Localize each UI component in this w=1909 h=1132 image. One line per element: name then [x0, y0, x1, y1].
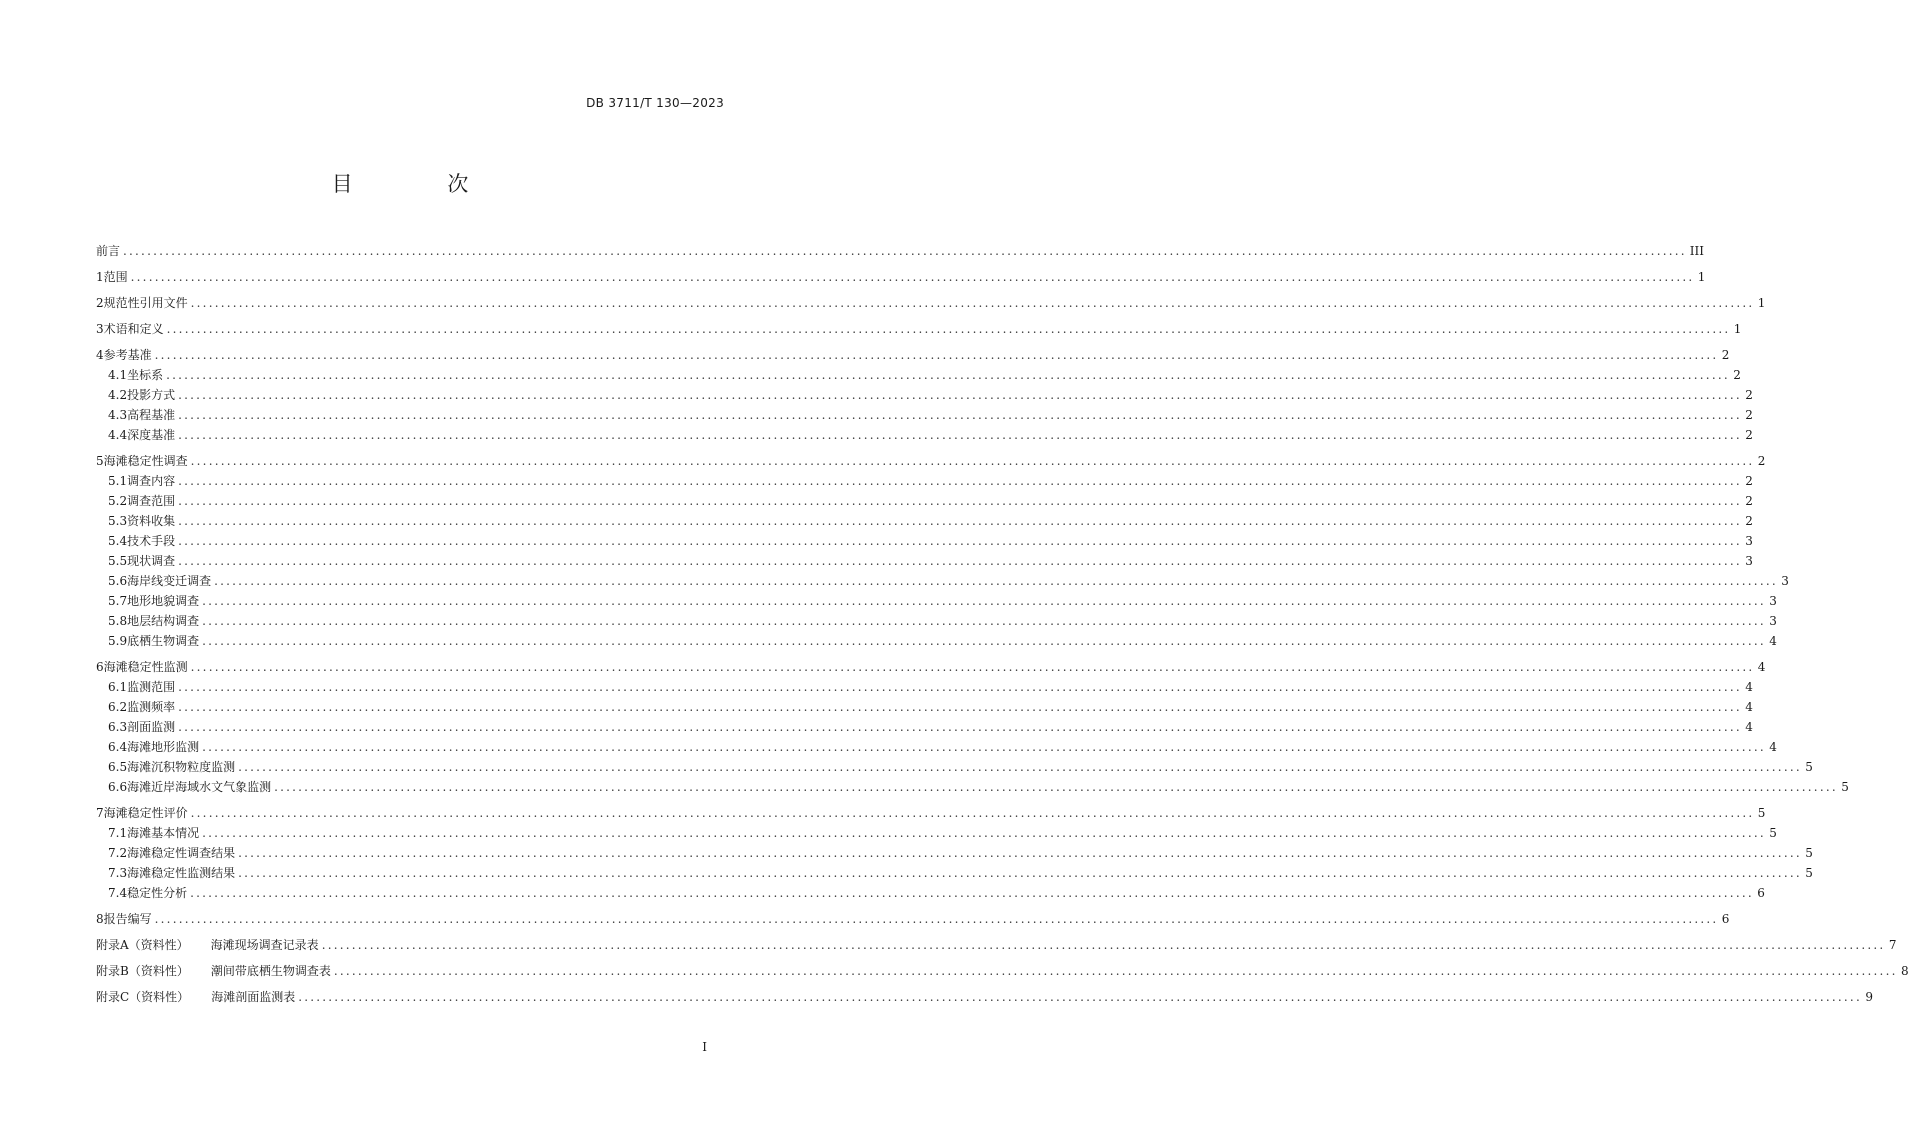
toc-dot-leader: ....................................................................................................................................................................................................................................................................	[130, 270, 1695, 284]
toc-dot-leader: ....................................................................................................................................................................................................................................................................	[238, 846, 1802, 860]
toc-entry-title: 资料收集	[127, 514, 176, 528]
toc-dot-leader: ....................................................................................................................................................................................................................................................................	[123, 244, 1687, 258]
toc-entry-number: 5	[96, 454, 104, 468]
toc-dot-leader: ....................................................................................................................................................................................................................................................................	[178, 720, 1742, 734]
toc-entry-number: 7	[96, 806, 104, 820]
toc-dot-leader: ....................................................................................................................................................................................................................................................................	[190, 454, 1755, 468]
toc-page-number: 1	[1733, 322, 1742, 336]
toc-page-number: 7	[1888, 938, 1897, 952]
toc-page-number: 4	[1769, 634, 1777, 648]
toc-page-number: 8	[1900, 964, 1909, 978]
toc-entry[interactable]	[96, 472, 1753, 492]
toc-dot-leader: ....................................................................................................................................................................................................................................................................	[178, 680, 1742, 694]
toc-entry-title: 地层结构调查	[127, 614, 200, 628]
toc-dot-leader: ....................................................................................................................................................................................................................................................................	[166, 322, 1731, 336]
toc-dot-leader: ....................................................................................................................................................................................................................................................................	[178, 494, 1742, 508]
footer-page-number: I	[702, 1040, 707, 1054]
toc-page-number: 2	[1733, 368, 1741, 382]
toc-dot-leader: ....................................................................................................................................................................................................................................................................	[321, 938, 1886, 952]
table-of-contents	[96, 242, 1909, 1008]
toc-appendix-entry[interactable]	[96, 988, 1873, 1008]
toc-entry[interactable]	[96, 366, 1741, 386]
toc-entry-title: 前言	[96, 244, 121, 258]
toc-entry-number: 4.1	[108, 368, 128, 382]
toc-dot-leader: ....................................................................................................................................................................................................................................................................	[178, 388, 1742, 402]
toc-entry-title: 地形地貌调查	[127, 594, 200, 608]
toc-entry-title: 海岸线变迁调查	[127, 574, 212, 588]
toc-entry-number: 5.6	[108, 574, 128, 588]
toc-entry[interactable]	[96, 910, 1730, 930]
toc-entry-title: 监测范围	[127, 680, 176, 694]
toc-page-number: 4	[1757, 660, 1766, 674]
toc-entry-number: 6.5	[108, 760, 128, 774]
toc-dot-leader: ....................................................................................................................................................................................................................................................................	[202, 594, 1766, 608]
toc-appendix-label: 附录B（资料性）	[96, 964, 189, 978]
toc-page-number: 4	[1745, 680, 1753, 694]
toc-entry[interactable]	[96, 804, 1766, 824]
toc-entry-title: 现状调查	[127, 554, 176, 568]
toc-page-number: 5	[1805, 846, 1813, 860]
toc-entry-number: 3	[96, 322, 104, 336]
toc-entry-title: 坐标系	[127, 368, 164, 382]
toc-appendix-entry[interactable]	[96, 962, 1909, 982]
toc-entry[interactable]	[96, 778, 1849, 798]
toc-entry[interactable]	[96, 884, 1765, 904]
toc-entry[interactable]	[96, 612, 1777, 632]
toc-dot-leader: ....................................................................................................................................................................................................................................................................	[202, 826, 1766, 840]
toc-entry-title: 剖面监测	[127, 720, 176, 734]
toc-entry[interactable]	[96, 698, 1753, 718]
toc-page-number: 5	[1805, 866, 1813, 880]
toc-entry-title: 术语和定义	[103, 322, 164, 336]
toc-dot-leader: ....................................................................................................................................................................................................................................................................	[154, 348, 1719, 362]
toc-entry[interactable]	[96, 592, 1777, 612]
toc-appendix-label: 附录A（资料性）	[96, 938, 189, 952]
toc-entry[interactable]	[96, 492, 1753, 512]
toc-entry-title: 海滩稳定性调查	[103, 454, 188, 468]
toc-page-number: 3	[1745, 534, 1753, 548]
toc-entry-title: 海滩地形监测	[127, 740, 200, 754]
toc-dot-leader: ....................................................................................................................................................................................................................................................................	[333, 964, 1898, 978]
toc-entry[interactable]	[96, 346, 1730, 366]
toc-entry-title: 技术手段	[127, 534, 176, 548]
toc-entry-number: 6.1	[108, 680, 128, 694]
toc-page-number: 6	[1721, 912, 1730, 926]
toc-entry-title: 参考基准	[103, 348, 152, 362]
toc-appendix-entry[interactable]	[96, 936, 1897, 956]
toc-page-number: 1	[1697, 270, 1706, 284]
toc-page-number: 3	[1769, 614, 1777, 628]
toc-dot-leader: ....................................................................................................................................................................................................................................................................	[178, 474, 1742, 488]
toc-entry-number: 5.5	[108, 554, 128, 568]
toc-entry-title: 投影方式	[127, 388, 176, 402]
toc-entry-number: 5.8	[108, 614, 128, 628]
toc-page-number: 4	[1745, 720, 1753, 734]
toc-entry[interactable]	[96, 844, 1813, 864]
toc-entry[interactable]	[96, 738, 1777, 758]
toc-entry-number: 6.4	[108, 740, 128, 754]
toc-entry[interactable]	[96, 294, 1766, 314]
toc-page-number: 5	[1841, 780, 1849, 794]
toc-entry[interactable]	[96, 658, 1766, 678]
toc-dot-leader: ....................................................................................................................................................................................................................................................................	[202, 614, 1766, 628]
toc-appendix-label: 附录C（资料性）	[96, 990, 190, 1004]
toc-dot-leader: ....................................................................................................................................................................................................................................................................	[190, 296, 1755, 310]
toc-entry-number: 5.1	[108, 474, 128, 488]
toc-entry-number: 2	[96, 296, 104, 310]
toc-page-number: 6	[1757, 886, 1765, 900]
toc-entry-title: 海滩剖面监测表	[211, 990, 296, 1004]
toc-entry-number: 5.3	[108, 514, 128, 528]
toc-entry-number: 1	[96, 270, 104, 284]
toc-page-number: 5	[1769, 826, 1777, 840]
toc-dot-leader: ....................................................................................................................................................................................................................................................................	[202, 740, 1766, 754]
toc-entry-number: 4	[96, 348, 104, 362]
toc-dot-leader: ....................................................................................................................................................................................................................................................................	[214, 574, 1778, 588]
toc-dot-leader: ....................................................................................................................................................................................................................................................................	[190, 806, 1755, 820]
toc-entry[interactable]	[96, 268, 1706, 288]
toc-entry-title: 稳定性分析	[127, 886, 188, 900]
toc-page-number: 3	[1745, 554, 1753, 568]
toc-page-number: 4	[1745, 700, 1753, 714]
toc-entry-number: 4.2	[108, 388, 128, 402]
standard-code: DB 3711/T 130—2023	[586, 96, 724, 110]
toc-dot-leader: ....................................................................................................................................................................................................................................................................	[154, 912, 1719, 926]
toc-entry-number: 6.3	[108, 720, 128, 734]
toc-dot-leader: ....................................................................................................................................................................................................................................................................	[238, 760, 1802, 774]
toc-entry[interactable]	[96, 864, 1813, 884]
toc-page-number: 2	[1745, 388, 1753, 402]
toc-entry-number: 6.2	[108, 700, 128, 714]
toc-page-number: 4	[1769, 740, 1777, 754]
toc-dot-leader: ....................................................................................................................................................................................................................................................................	[178, 700, 1742, 714]
toc-entry-number: 5.7	[108, 594, 128, 608]
toc-entry-title: 范围	[103, 270, 128, 284]
toc-entry-number: 7.1	[108, 826, 128, 840]
toc-entry[interactable]	[96, 406, 1753, 426]
toc-entry-number: 7.2	[108, 846, 128, 860]
toc-entry[interactable]	[96, 452, 1766, 472]
toc-entry[interactable]	[96, 718, 1753, 738]
toc-page-number: 2	[1757, 454, 1766, 468]
toc-entry[interactable]	[96, 824, 1777, 844]
toc-entry-title: 深度基准	[127, 428, 176, 442]
toc-entry[interactable]	[96, 572, 1789, 592]
toc-entry-title: 海滩现场调查记录表	[210, 938, 319, 952]
toc-entry-title: 底栖生物调查	[127, 634, 200, 648]
toc-page-number: 2	[1745, 474, 1753, 488]
toc-entry-number: 4.3	[108, 408, 128, 422]
toc-entry-number: 7.4	[108, 886, 128, 900]
toc-entry-title: 报告编写	[103, 912, 152, 926]
toc-entry-title: 调查范围	[127, 494, 176, 508]
toc-page-number: 2	[1745, 428, 1753, 442]
toc-entry-title: 海滩沉积物粒度监测	[127, 760, 236, 774]
toc-entry-title: 海滩稳定性调查结果	[127, 846, 236, 860]
toc-entry-number: 7.3	[108, 866, 128, 880]
toc-entry-title: 调查内容	[127, 474, 176, 488]
toc-entry-number: 8	[96, 912, 104, 926]
toc-dot-leader: ....................................................................................................................................................................................................................................................................	[274, 780, 1838, 794]
toc-entry[interactable]	[96, 386, 1753, 406]
toc-entry-title: 海滩稳定性监测	[103, 660, 188, 674]
toc-entry-title: 海滩稳定性评价	[103, 806, 188, 820]
toc-entry-title: 潮间带底栖生物调查表	[210, 964, 331, 978]
toc-entry-title: 海滩基本情况	[127, 826, 200, 840]
toc-entry[interactable]	[96, 552, 1753, 572]
toc-entry-title: 高程基准	[127, 408, 176, 422]
toc-page-number: 2	[1745, 494, 1753, 508]
toc-entry[interactable]	[96, 678, 1753, 698]
toc-entry[interactable]	[96, 242, 1705, 262]
toc-page-number: 1	[1757, 296, 1766, 310]
toc-entry-number: 6	[96, 660, 104, 674]
toc-page-number: 2	[1745, 408, 1753, 422]
toc-dot-leader: ....................................................................................................................................................................................................................................................................	[298, 990, 1862, 1004]
toc-dot-leader: ....................................................................................................................................................................................................................................................................	[202, 634, 1766, 648]
toc-entry[interactable]	[96, 512, 1753, 532]
toc-page-number: 9	[1865, 990, 1873, 1004]
toc-entry-number: 4.4	[108, 428, 128, 442]
toc-dot-leader: ....................................................................................................................................................................................................................................................................	[178, 514, 1742, 528]
toc-entry-title: 海滩近岸海域水文气象监测	[127, 780, 272, 794]
toc-page-number: 5	[1757, 806, 1766, 820]
toc-entry-number: 6.6	[108, 780, 128, 794]
toc-entry-title: 规范性引用文件	[103, 296, 188, 310]
toc-entry[interactable]	[96, 426, 1753, 446]
toc-entry-title: 海滩稳定性监测结果	[127, 866, 236, 880]
toc-page-number: 3	[1769, 594, 1777, 608]
toc-entry[interactable]	[96, 632, 1777, 652]
toc-dot-leader: ....................................................................................................................................................................................................................................................................	[190, 886, 1754, 900]
toc-entry-title: 监测频率	[127, 700, 176, 714]
toc-dot-leader: ....................................................................................................................................................................................................................................................................	[178, 534, 1742, 548]
toc-page-number: 3	[1781, 574, 1789, 588]
toc-entry[interactable]	[96, 320, 1742, 340]
toc-page-number: 2	[1721, 348, 1730, 362]
toc-page-number: 5	[1805, 760, 1813, 774]
toc-page-number: III	[1689, 244, 1705, 258]
toc-dot-leader: ....................................................................................................................................................................................................................................................................	[178, 428, 1742, 442]
toc-entry-number: 5.2	[108, 494, 128, 508]
toc-page-number: 2	[1745, 514, 1753, 528]
toc-dot-leader: ....................................................................................................................................................................................................................................................................	[178, 408, 1742, 422]
toc-entry-number: 5.9	[108, 634, 128, 648]
toc-dot-leader: ....................................................................................................................................................................................................................................................................	[166, 368, 1730, 382]
toc-dot-leader: ....................................................................................................................................................................................................................................................................	[238, 866, 1802, 880]
toc-dot-leader: ....................................................................................................................................................................................................................................................................	[178, 554, 1742, 568]
toc-dot-leader: ....................................................................................................................................................................................................................................................................	[190, 660, 1755, 674]
toc-entry-number: 5.4	[108, 534, 128, 548]
page-title: 目 次	[331, 172, 513, 196]
toc-entry[interactable]	[96, 758, 1813, 778]
toc-entry[interactable]	[96, 532, 1753, 552]
